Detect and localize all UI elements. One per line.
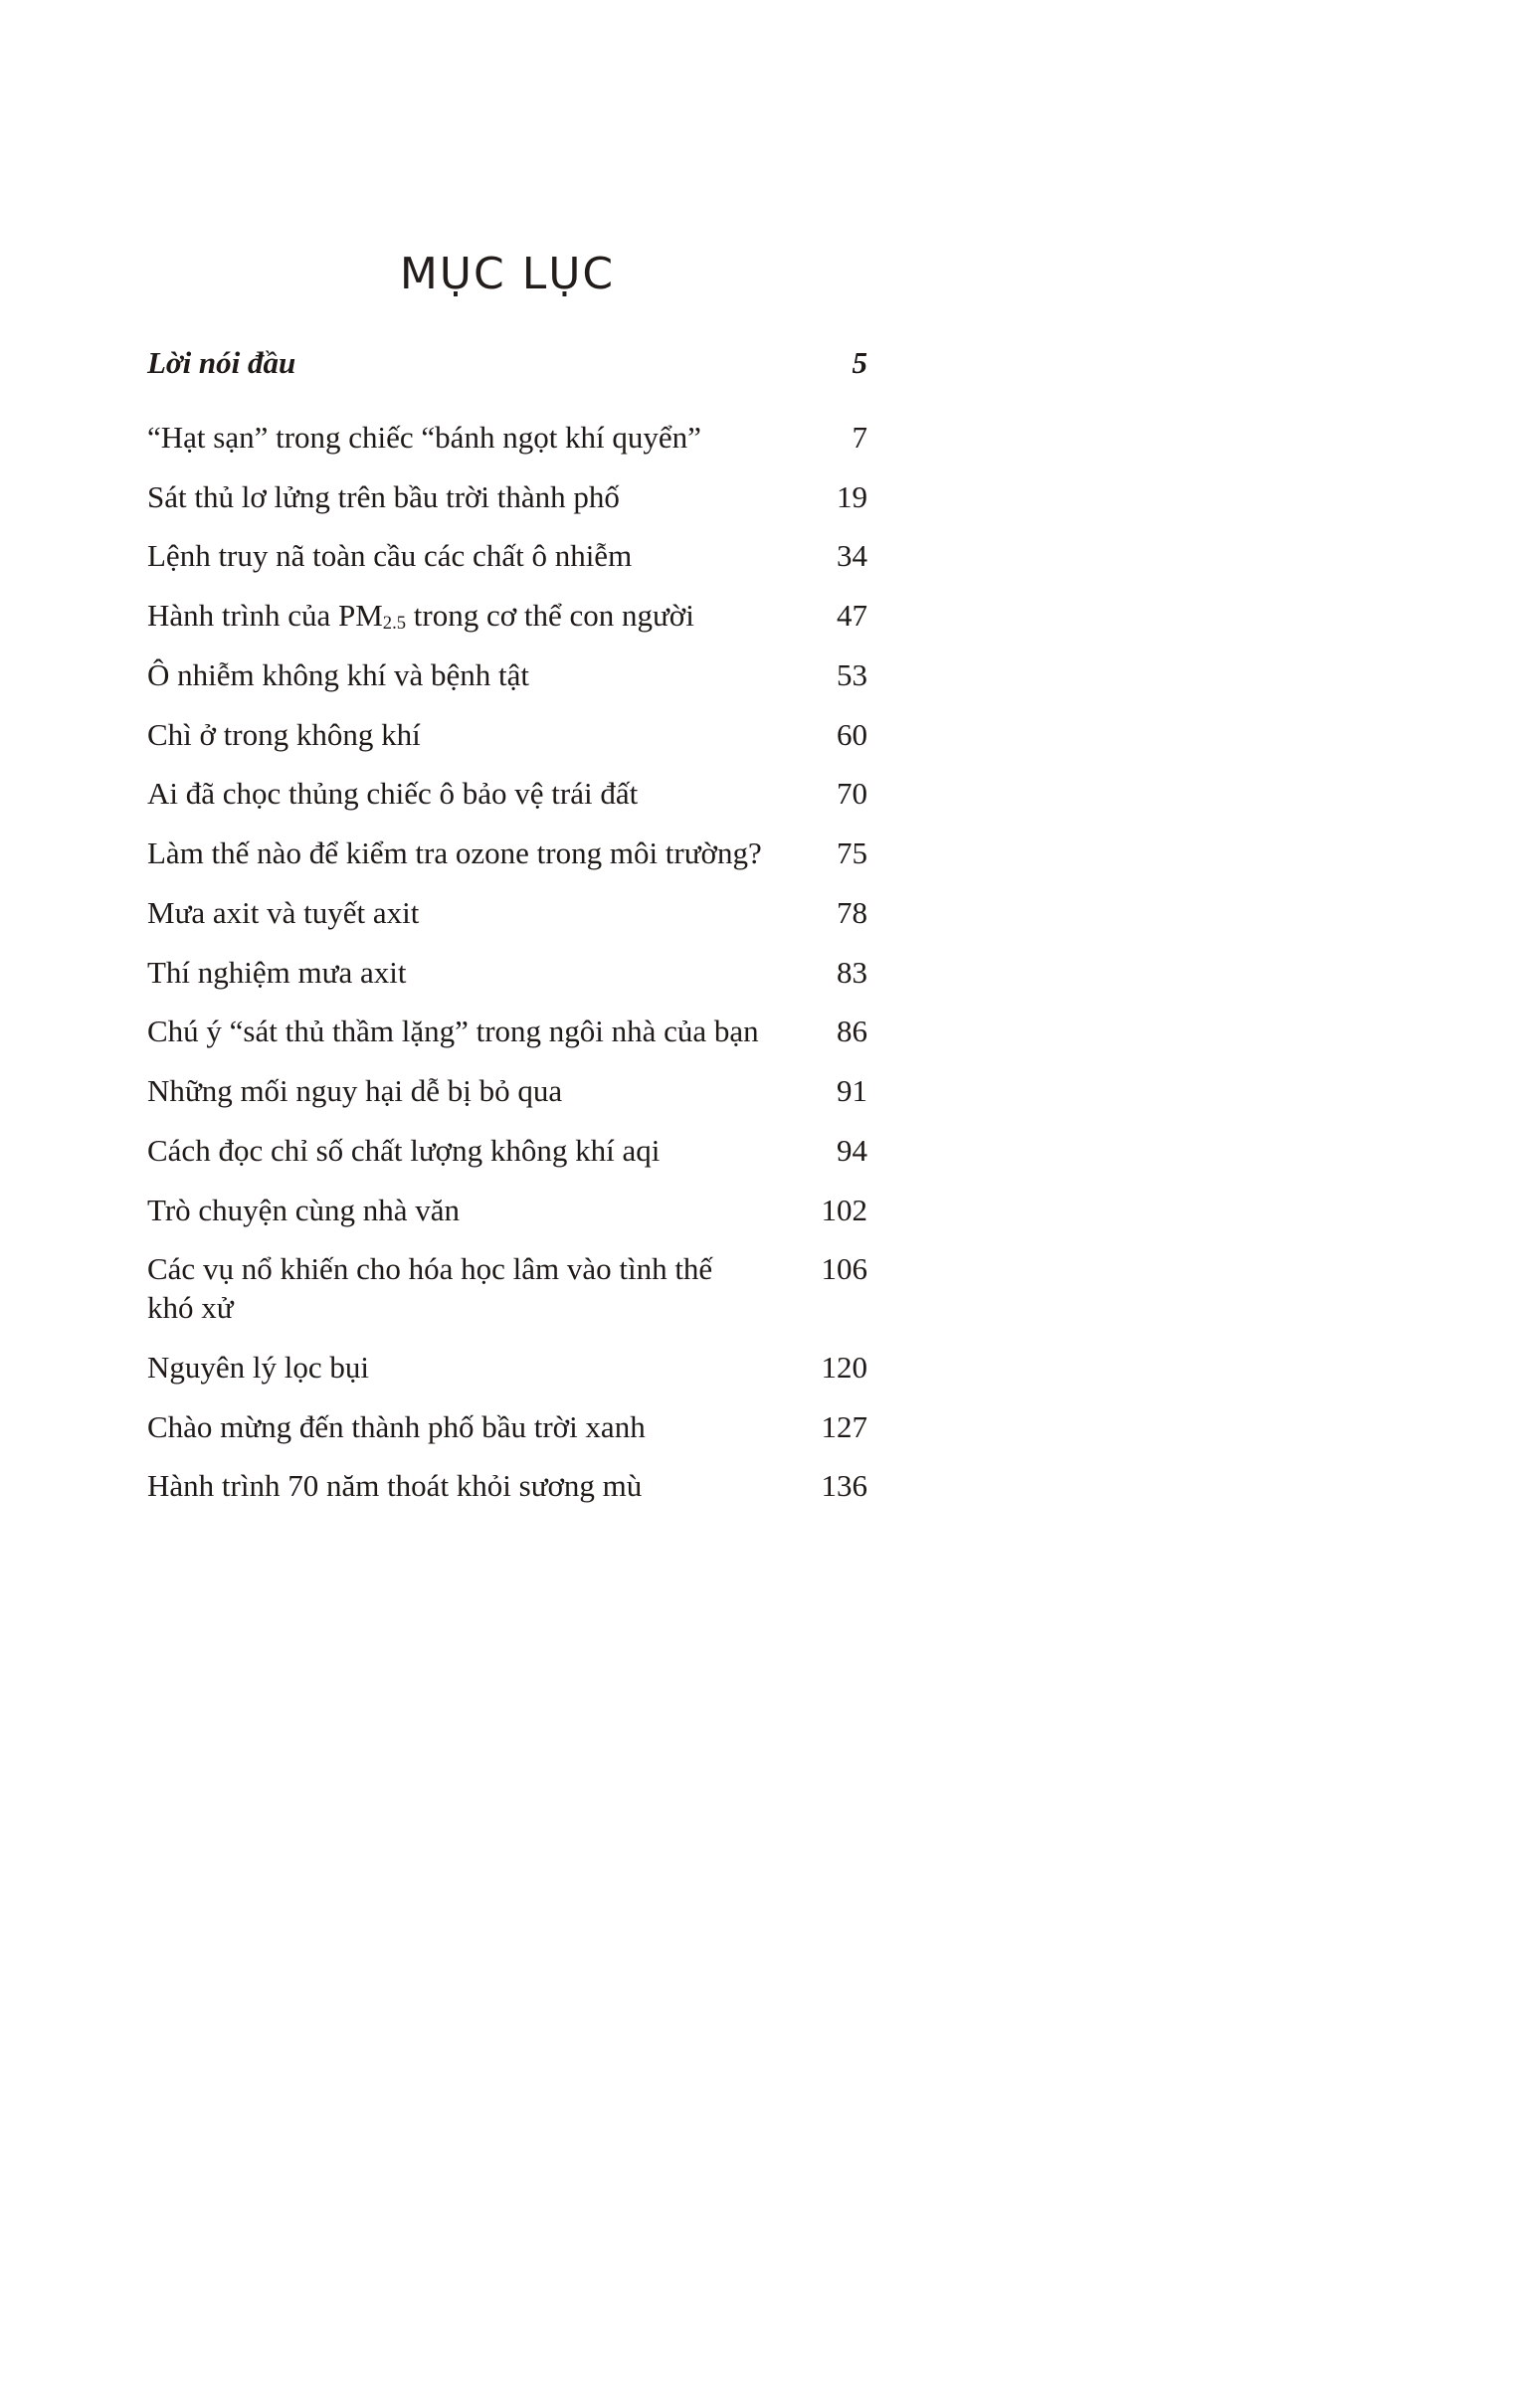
toc-entry-title: Nguyên lý lọc bụi xyxy=(147,1349,369,1385)
toc-entry-page: 5 xyxy=(852,345,867,380)
toc-entry-page: 70 xyxy=(837,776,867,812)
toc-entry xyxy=(147,597,867,636)
toc-entry-page: 86 xyxy=(837,1014,867,1049)
toc-entry-page: 60 xyxy=(837,716,867,752)
toc-entry-page: 7 xyxy=(852,419,867,455)
toc-entry-page: 120 xyxy=(821,1349,867,1385)
toc-entry-title: Thí nghiệm mưa axit xyxy=(147,954,407,990)
toc-preface-entry xyxy=(147,344,867,383)
page-title: MỤC LỤC xyxy=(399,249,616,299)
toc-entry xyxy=(147,1467,867,1506)
toc-entry-page: 34 xyxy=(837,538,867,574)
toc-entry xyxy=(147,954,867,993)
toc-entry-title: Hành trình 70 năm thoát khỏi sương mù xyxy=(147,1468,643,1504)
toc-entry xyxy=(147,537,867,576)
toc-entry-title: Làm thế nào để kiểm tra ozone trong môi trường? xyxy=(147,835,762,870)
toc-entry xyxy=(147,1013,867,1051)
toc-entry-title: Ô nhiễm không khí và bệnh tật xyxy=(147,656,529,692)
toc-entry-title: Cách đọc chỉ số chất lượng không khí aqi xyxy=(147,1132,661,1168)
toc-entry-title-part: Hành trình của PM xyxy=(147,598,383,633)
toc-entry-title xyxy=(147,597,694,636)
toc-entry xyxy=(147,478,867,517)
toc-entry-page: 19 xyxy=(837,478,867,514)
toc-entry xyxy=(147,1132,867,1171)
toc-entry xyxy=(147,834,867,873)
toc-entry xyxy=(147,775,867,814)
toc-entry-title: Chào mừng đến thành phố bầu trời xanh xyxy=(147,1408,646,1444)
toc-entry-title: Lệnh truy nã toàn cầu các chất ô nhiễm xyxy=(147,538,633,574)
toc-entry-page: 53 xyxy=(837,656,867,692)
toc-entry xyxy=(147,716,867,755)
toc-entry-page: 47 xyxy=(837,598,867,633)
toc-entry-page: 94 xyxy=(837,1132,867,1168)
toc-entry xyxy=(147,1408,867,1447)
toc-entry-title: Chì ở trong không khí xyxy=(147,716,421,752)
toc-entry-title: Sát thủ lơ lửng trên bầu trời thành phố xyxy=(147,478,620,514)
toc-entry-page: 106 xyxy=(821,1251,867,1287)
toc-entry-title: Mưa axit và tuyết axit xyxy=(147,894,420,930)
toc-entry-title: Ai đã chọc thủng chiếc ô bảo vệ trái đất xyxy=(147,776,639,812)
toc-entry xyxy=(147,1349,867,1388)
toc-entry-page: 136 xyxy=(821,1468,867,1504)
pm25-subscript: 2.5 xyxy=(382,613,407,635)
toc-entry-title: Các vụ nổ khiến cho hóa học lâm vào tình thế khó xử xyxy=(147,1251,713,1325)
toc-entry xyxy=(147,419,867,458)
toc-entry-title: Chú ý “sát thủ thầm lặng” trong ngôi nhà của bạn xyxy=(147,1014,759,1049)
toc-entry-title: Lời nói đầu xyxy=(147,345,296,380)
toc-content xyxy=(147,249,867,1527)
toc-entry xyxy=(147,894,867,933)
toc-entry xyxy=(147,1250,867,1328)
toc-entry xyxy=(147,656,867,695)
toc-entry xyxy=(147,1192,867,1230)
toc-entry-page: 75 xyxy=(837,835,867,870)
toc-entry-page: 83 xyxy=(837,954,867,990)
toc-entry-title-part: trong cơ thể con người xyxy=(406,598,694,633)
toc-entry-title: Trò chuyện cùng nhà văn xyxy=(147,1192,460,1227)
toc-entry-page: 102 xyxy=(821,1192,867,1227)
toc-entry-page: 91 xyxy=(837,1073,867,1108)
toc-entry-page: 127 xyxy=(821,1408,867,1444)
toc-entry-page: 78 xyxy=(837,894,867,930)
toc-entry-title: “Hạt sạn” trong chiếc “bánh ngọt khí quyển” xyxy=(147,419,701,455)
toc-entry-title: Những mối nguy hại dễ bị bỏ qua xyxy=(147,1073,563,1108)
toc-entry xyxy=(147,1072,867,1111)
